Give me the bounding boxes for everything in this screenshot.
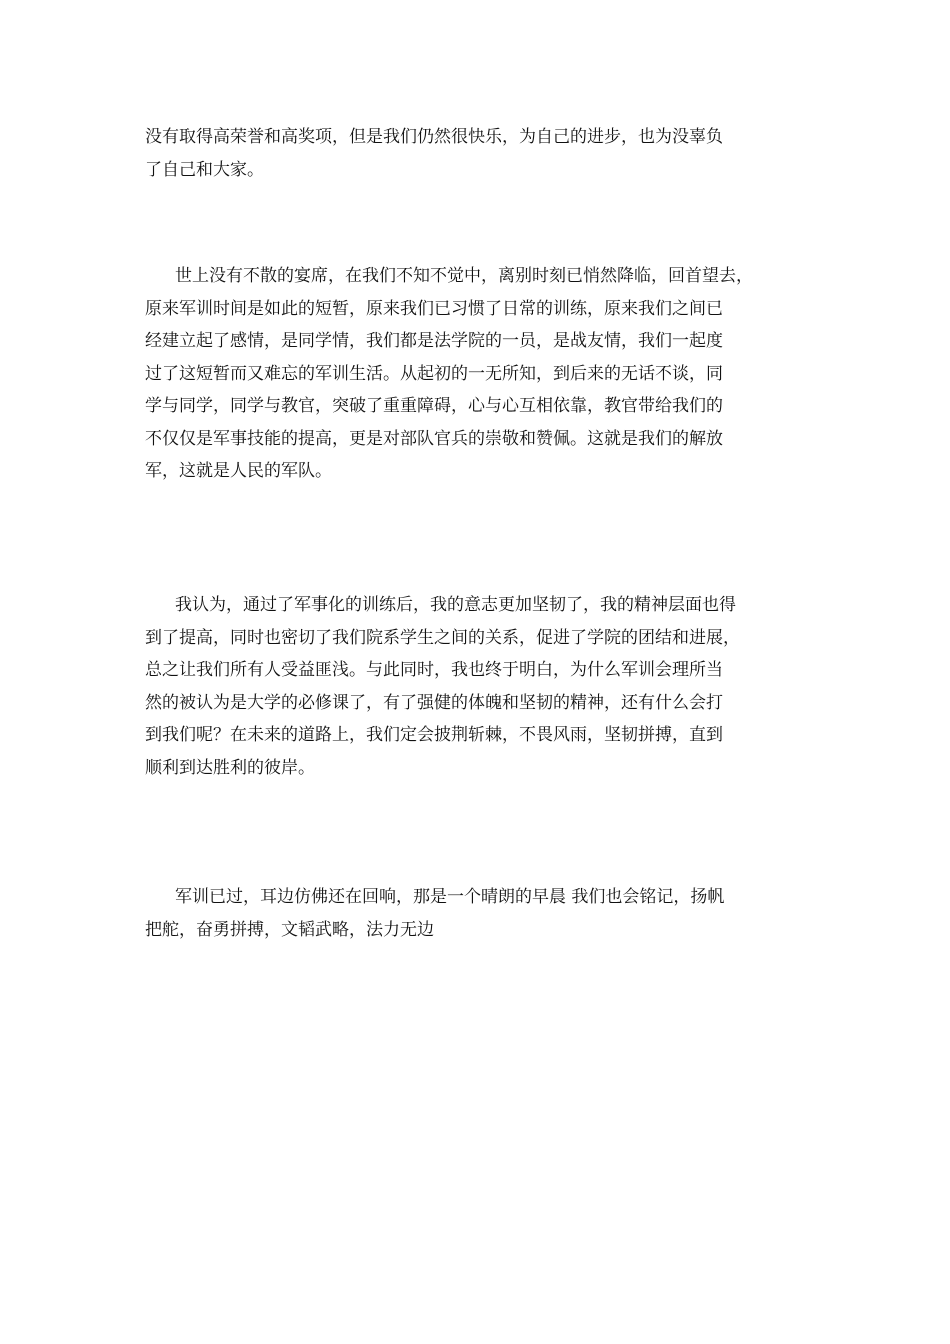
paragraph-3	[145, 589, 835, 784]
text-line: 过了这短暂而又难忘的军训生活。从起初的一无所知，到后来的无话不谈，同	[145, 363, 723, 384]
text-line: 没有取得高荣誉和高奖项，但是我们仍然很快乐，为自己的进步，也为没辜负	[145, 127, 723, 147]
text-line: 军，这就是人民的军队。	[145, 461, 332, 481]
paragraph-2	[145, 260, 835, 488]
text-line: 原来军训时间是如此的短暂，原来我们已习惯了日常的训练，原来我们之间已	[145, 298, 723, 319]
text-line: 把舵，奋勇拼搏，文韬武略，法力无边	[145, 919, 434, 940]
text-line: 然的被认为是大学的必修课了，有了强健的体魄和坚韧的精神，还有什么会打	[145, 692, 723, 713]
text-line: 总之让我们所有人受益匪浅。与此同时，我也终于明白，为什么军训会理所当	[145, 660, 723, 680]
text-line: 军训已过，耳边仿佛还在回响，那是一个晴朗的早晨 我们也会铭记，扬帆	[175, 887, 725, 907]
text-line: 了自己和大家。	[145, 159, 264, 180]
text-line: 顺利到达胜利的彼岸。	[145, 757, 315, 778]
text-line: 我认为，通过了军事化的训练后，我的意志更加坚韧了，我的精神层面也得	[175, 595, 736, 615]
paragraph-1	[145, 121, 835, 186]
text-line: 经建立起了感情，是同学情，我们都是法学院的一员，是战友情，我们一起度	[145, 331, 723, 351]
text-line: 世上没有不散的宴席，在我们不知不觉中，离别时刻已悄然降临，回首望去，	[175, 266, 753, 286]
text-line: 不仅仅是军事技能的提高，更是对部队官兵的崇敬和赞佩。这就是我们的解放	[145, 428, 723, 449]
paragraph-4	[145, 881, 835, 946]
text-line: 学与同学，同学与教官，突破了重重障碍，心与心互相依靠，教官带给我们的	[145, 396, 723, 416]
text-line: 到我们呢？在未来的道路上，我们定会披荆斩棘，不畏风雨，坚韧拼搏，直到	[145, 725, 723, 745]
text-line: 到了提高，同时也密切了我们院系学生之间的关系，促进了学院的团结和进展，	[145, 627, 740, 648]
